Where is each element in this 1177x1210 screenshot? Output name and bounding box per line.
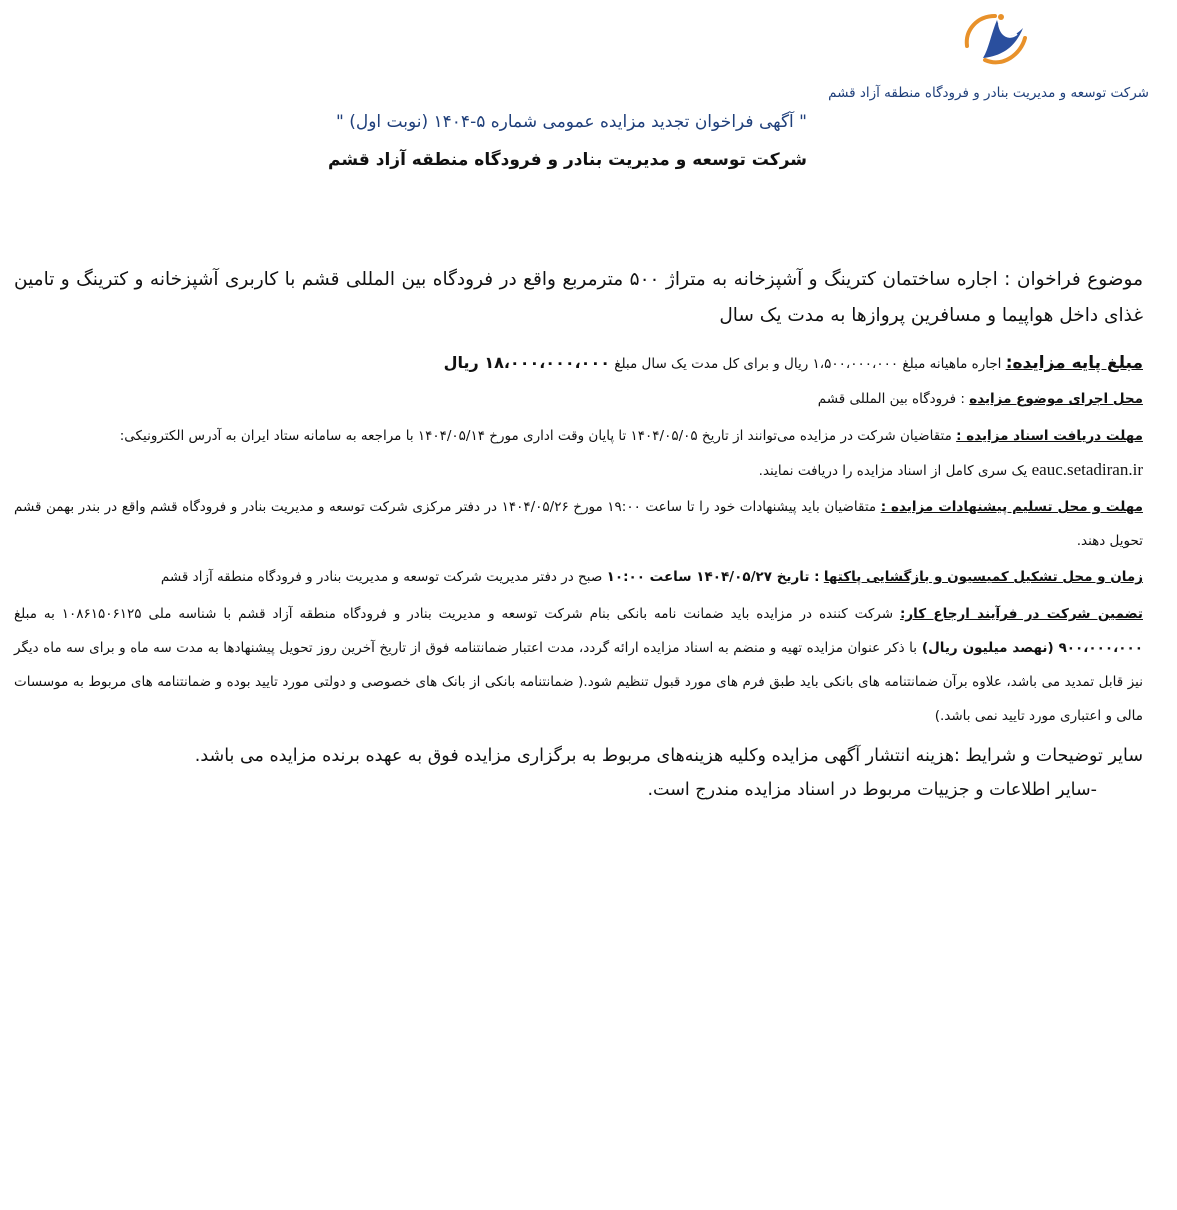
company-logo-icon [955,8,1033,70]
location-row [14,382,1143,416]
footer-line-2: -سایر اطلاعات و جزییات مربوط در اسناد مزایده مندرج است. [647,780,1097,800]
subject-paragraph: موضوع فراخوان : اجاره ساختمان کترینگ و آشپزخانه به متراژ ۵۰۰ مترمربع واقع در فرودگاه بین المللی قشم با کاربری آشپزخانه و کترینگ و تامین غذای داخل هواپیما و مسافرین پروازها به مدت یک سال [14,269,1143,326]
documents-url-link[interactable]: eauc.setadiran.ir [1031,460,1143,479]
opening-label: زمان و محل تشکیل کمیسیون و بازگشایی پاکتها [823,569,1143,585]
guarantee-text: شرکت کننده در مزایده باید ضمانت نامه بانکی بنام شرکت توسعه و مدیریت بنادر و فرودگاه منطقه آزاد قشم با شناسه ملی ۱۰۸۶۱۵۰۶۱۲۵ به مبلغ [14,606,900,622]
base-price-text: اجاره ماهیانه مبلغ ۱،۵۰۰،۰۰۰،۰۰۰ ریال و برای کل مدت یک سال مبلغ [614,356,1006,372]
notice-title: " آگهی فراخوان تجدید مزایده عمومی شماره ۵-۱۴۰۴ (نوبت اول) " [336,112,807,132]
guarantee-row [14,597,1143,733]
opening-date: : تاریخ ۱۴۰۴/۰۵/۲۷ ساعت ۱۰:۰۰ [606,569,820,585]
base-price-label: مبلغ پایه مزایده: [1005,353,1143,373]
base-price-row [14,346,1143,381]
footer-line-1: سایر توضیحات و شرایط :هزینه انتشار آگهی مزایده وکلیه هزینه‌های مربوط به برگزاری مزایده فوق به عهده برنده مزایده می باشد. [194,746,1143,766]
guarantee-text-2: با ذکر عنوان مزایده تهیه و منضم به اسناد مزایده ارائه گردد، مدت اعتبار ضمانتنامه فوق از تاریخ آخرین روز تحویل پیشنهادها به مدت سه ماه و برای سه ماه دیگر نیز قابل تمدید می باشد، علاوه برآن ضمانتنامه های بانکی باید طبق فرم های مورد قبول تنظیم شود.( ضمانتنامه بانکی از بانک های خصوصی و دولتی مورد تایید بوده و ضمانتنامه های مربوط به موسسات مالی و اعتباری مورد تایید نمی باشد.) [14,640,1143,724]
company-name-small: شرکت توسعه و مدیریت بنادر و فرودگاه منطقه آزاد قشم [828,85,1149,101]
location-text: : فرودگاه بین المللی قشم [817,391,970,407]
opening-row [14,560,1143,594]
company-name-bold: شرکت توسعه و مدیریت بنادر و فرودگاه منطقه آزاد قشم [328,150,807,170]
submission-label: مهلت و محل تسلیم پیشنهادات مزایده : [880,499,1143,515]
base-price-amount: ۱۸،۰۰۰،۰۰۰،۰۰۰ ریال [443,353,610,372]
guarantee-label: تضمین شرکت در فرآیند ارجاع کار: [900,606,1143,622]
documents-row [14,419,1143,488]
submission-row [14,490,1143,558]
documents-text: متقاضیان شرکت در مزایده می‌توانند از تاریخ ۱۴۰۴/۰۵/۰۵ تا پایان وقت اداری مورخ ۱۴۰۴/۰۵/۱۴ با مراجعه به سامانه ستاد ایران به آدرس الکترونیکی: [119,428,957,444]
documents-label: مهلت دریافت اسناد مزایده : [956,428,1143,444]
location-label: محل اجرای موضوع مزایده [969,391,1143,407]
opening-text: صبح در دفتر مدیریت شرکت توسعه و مدیریت بنادر و فرودگاه منطقه آزاد قشم [160,569,607,585]
guarantee-amount: ۹۰۰،۰۰۰،۰۰۰ (نهصد میلیون ریال) [916,640,1143,656]
submission-text: متقاضیان باید پیشنهادات خود را تا ساعت ۱۹:۰۰ مورخ ۱۴۰۴/۰۵/۲۶ در دفتر مرکزی شرکت توسعه و مدیریت بنادر و فرودگاه قشم واقع در بندر بهمن قشم تحویل دهند. [14,499,1143,549]
documents-text-2: یک سری کامل از اسناد مزایده را دریافت نمایند. [758,463,1032,479]
